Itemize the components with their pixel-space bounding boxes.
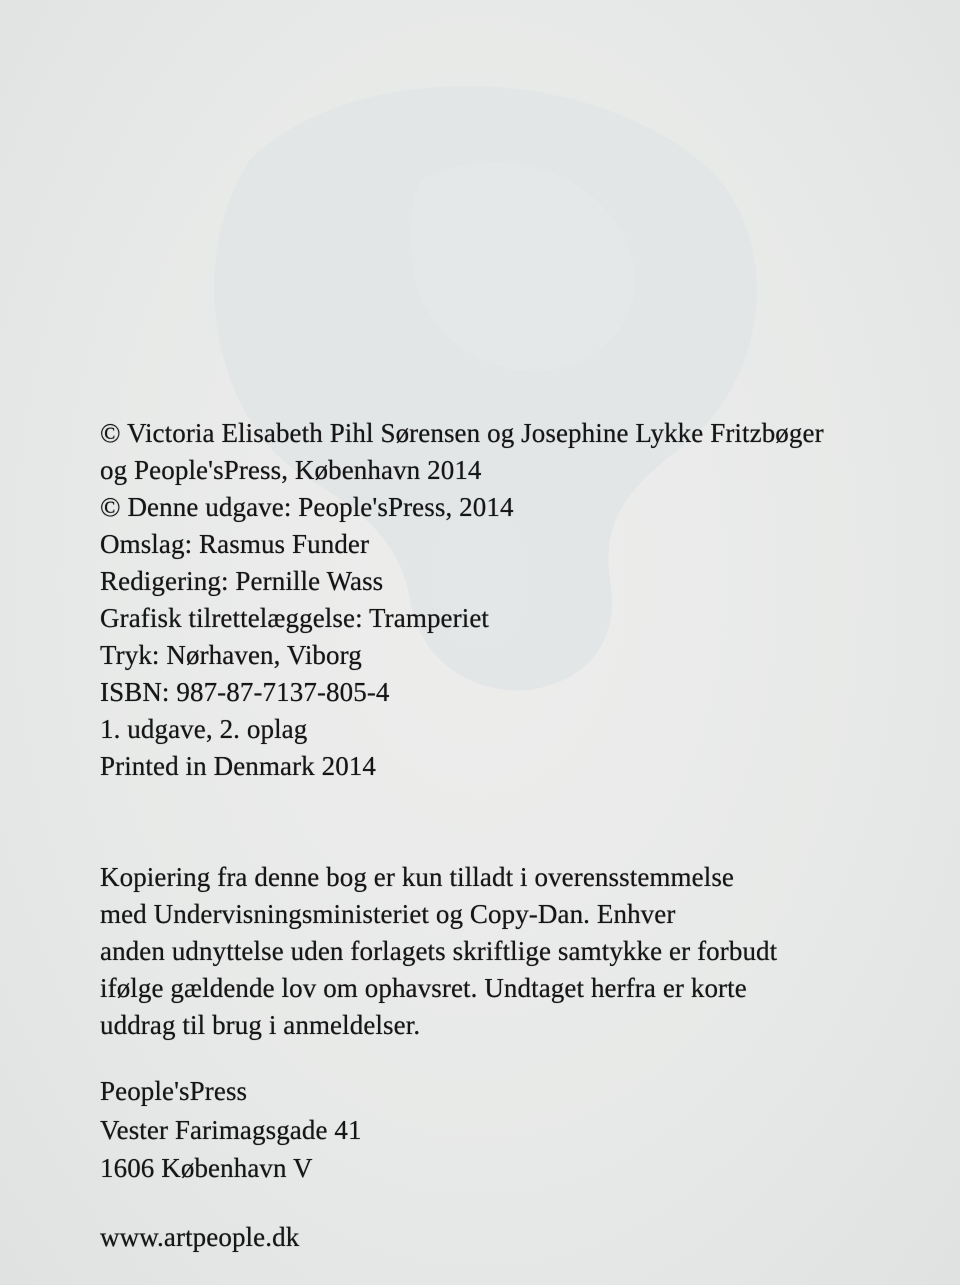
isbn-line: ISBN: 987-87-7137-805-4 [100,677,390,707]
publisher-city: 1606 København V [100,1153,313,1183]
edition-line: 1. udgave, 2. oplag [100,714,308,744]
notice-line: Kopiering fra denne bog er kun tilladt i overensstemmelse [100,862,735,892]
notice-line: uddrag til brug i anmeldelser. [100,1010,421,1040]
layout-credit-line: Grafisk tilrettelæggelse: Tramperiet [100,603,490,633]
publisher-name: People'sPress [100,1076,248,1106]
notice-line: ifølge gældende lov om ophavsret. Undtaget herfra er korte [100,973,747,1003]
editor-credit-line: Redigering: Pernille Wass [100,566,384,596]
copyright-authors-line: © Victoria Elisabeth Pihl Sørensen og Josephine Lykke Fritzbøger [100,418,824,448]
printer-credit-line: Tryk: Nørhaven, Viborg [100,640,362,670]
notice-line: anden udnyttelse uden forlagets skriftlige samtykke er forbudt [100,936,778,966]
printed-in-line: Printed in Denmark 2014 [100,751,377,781]
notice-line: med Undervisningsministeriet og Copy-Dan. Enhver [100,899,676,929]
edition-copyright-line: © Denne udgave: People'sPress, 2014 [100,492,514,522]
publisher-street: Vester Farimagsgade 41 [100,1115,362,1145]
publisher-website: www.artpeople.dk [100,1222,300,1252]
copyright-publisher-line: og People'sPress, København 2014 [100,455,482,485]
cover-credit-line: Omslag: Rasmus Funder [100,529,370,559]
